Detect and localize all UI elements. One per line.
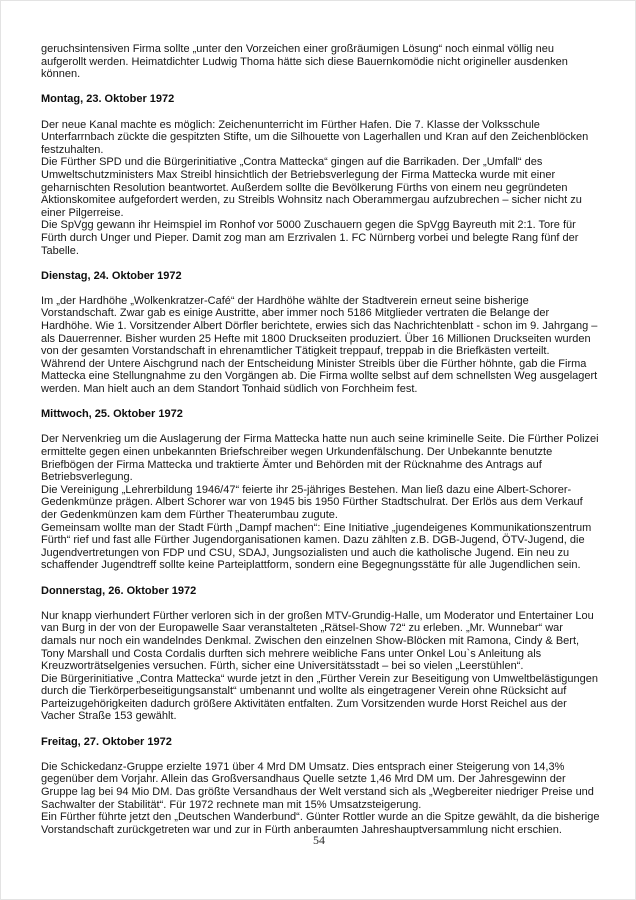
paragraph: Gemeinsam wollte man der Stadt Fürth „Dampf machen“: Eine Initiative „jugendeigenes Kommunikationszentrum Fürth“ rief und fast alle Fürther Jugendorganisationen kamen. Dazu zählten z.B. DGB-Jugend, ÖTV-Jugend, die Jugendvertretungen von FDP und CSU, SDAJ, Jungsozialisten und auch die katholische Jugend. Ein neu zu schaffender Jugendtreff sollte keine Parteiplattform, sondern eine Begegnungsstätte für alle Jugendlichen sein. — [41, 521, 592, 572]
section-heading: Mittwoch, 25. Oktober 1972 — [41, 408, 183, 421]
paragraph: Im „der Hardhöhe „Wolkenkratzer-Café“ der Hardhöhe wählte der Stadtverein erneut seine bisherige Vorstandschaft. Zwar gab es einige Austritte, aber immer noch 5186 Mitglieder vertraten die Belange der Hardhöhe. Wie 1. Vorsitzender Albert Dörfler berichtete, erwies sich das Nachrichtenblatt - schon im 9. Jahrgang – als Dauerrenner. Bisher wurden 25 Hefte mit 1800 Druckseiten produziert. Über 16 Millionen Druckseiten wurden von der gesamten Vorstandschaft in ehrenamtlicher Tätigkeit treppauf, treppab in die Briefkästen verteilt. — [41, 294, 598, 358]
section-heading: Donnerstag, 26. Oktober 1972 — [41, 584, 197, 597]
section-heading: Freitag, 27. Oktober 1972 — [41, 735, 172, 748]
section-heading: Montag, 23. Oktober 1972 — [41, 93, 175, 106]
paragraph: Nur knapp vierhundert Fürther verloren sich in der großen MTV-Grundig-Halle, um Moderator und Entertainer Lou van Burg in der von der Europawelle Saar veranstalteten „Rätsel-Show 72“ zu erleben. „Mr. Wunnebar“ war damals nur noch ein wandelndes Denkmal. Zwischen den einzelnen Show-Blöcken mit Ramona, Cindy & Bert, Tony Marshall und Costa Cordalis durften sich mehrere weibliche Fans unter Onkel Lou`s Anleitung als Kreuzworträtselgenies versuchen. Fürth, sicher eine Universitätsstadt – bei so vielen „Leerstühlen“. — [41, 609, 594, 673]
paragraph: Ein Fürther führte jetzt den „Deutschen Wanderbund“. Günter Rottler wurde an die Spitze gewählt, da die bisherige Vorstandschaft zurückgetreten war und zur in Fürth anberaumten Jahreshauptversammlung nicht erschien. — [41, 811, 600, 836]
paragraph: Der neue Kanal machte es möglich: Zeichenunterricht im Fürther Hafen. Die 7. Klasse der Volksschule Unterfarrnbach zückte die gespitzten Stifte, um die Silhouette von Lagerhallen und Kran auf den Zeichenblöcken festzuhalten. — [41, 118, 589, 156]
paragraph: Der Nervenkrieg um die Auslagerung der Firma Mattecka hatte nun auch seine kriminelle Seite. Die Fürther Polizei ermittelte gegen einen unbekannten Briefschreiber wegen Urkundenfälschung. Der Unbekannte benutzte Briefbögen der Firma Mattecka und traktierte Ämter und Behörden mit der Rücknahme des Antrags auf Betriebsverlegung. — [41, 433, 599, 484]
page-number: 54 — [313, 833, 325, 847]
paragraph: Die SpVgg gewann ihr Heimspiel im Ronhof vor 5000 Zuschauern gegen die SpVgg Bayreuth mit 2:1. Tore für Fürth durch Unger und Pieper. Damit zog man am Erzrivalen 1. FC Nürnberg vorbei und belegte Rang fünf der Tabelle. — [41, 219, 579, 257]
paragraph: Die Schickedanz-Gruppe erzielte 1971 über 4 Mrd DM Umsatz. Dies entsprach einer Steigerung von 14,3% gegenüber dem Vorjahr. Allein das Großversandhaus Quelle setzte 1,46 Mrd DM um. Der Jahresgewinn der Gruppe lag bei 94 Mio DM. Das größte Versandhaus der Welt verstand sich als „Wegbereiter niedriger Preise und Sachwalter der Stabilität“. Für 1972 rechnete man mit 15% Umsatzsteigerung. — [41, 760, 594, 811]
paragraph: Während der Untere Aischgrund nach der Entscheidung Minister Streibls über die Fürther höhnte, gab die Firma Mattecka eine Stellungnahme zu den Vorgängen ab. Die Firma wollte selbst auf dem schnellsten Weg ausgelagert werden. Man hielt auch an dem Standort Tonhaid südlich von Forchheim fest. — [41, 357, 598, 396]
section-heading: Dienstag, 24. Oktober 1972 — [41, 269, 182, 282]
document-body — [41, 43, 600, 836]
paragraph: Die Fürther SPD und die Bürgerinitiative „Contra Mattecka“ gingen auf die Barrikaden. Der „Umfall“ des Umweltschutzministers Max Streibl hinsichtlich der Betriebsverlegung der Firma Mattecka wurde mit einer geharnischten Resolution beantwortet. Außerdem sollte die Bevölkerung Fürths von einem neu gegründeten Aktionskomitee aufgefordert werden, zu Streibls Wohnsitz nach Oberammergau aufzubrechen – sicher nicht zu einer Pilgerreise. — [41, 156, 582, 219]
paragraph: Die Bürgerinitiative „Contra Mattecka“ wurde jetzt in den „Fürther Verein zur Beseitigung von Umweltbelästigungen durch die Tierkörperbeseitigungsanstalt“ umbenannt und wollte als eingetragener Verein ohne Rücksicht auf Parteizugehörigkeiten dadurch größere Aktivitäten entfalten. Zum Vorsitzenden wurde Horst Reichel aus der Vacher Straße 153 gewählt. — [41, 672, 598, 723]
paragraph: Die Vereinigung „Lehrerbildung 1946/47“ feierte ihr 25-jähriges Bestehen. Man ließ dazu eine Albert-Schorer-Gedenkmünze prägen. Albert Schorer war von 1945 bis 1950 Fürther Stadtschulrat. Der Erlös aus dem Verkauf der Gedenkmünzen kam dem Fürther Theaterumbau zugute. — [41, 483, 583, 521]
paragraph: geruchsintensiven Firma sollte „unter den Vorzeichen einer großräumigen Lösung“ noch einmal völlig neu aufgerollt werden. Heimatdichter Ludwig Thoma hätte sich diese Bauernkomödie nicht origineller ausdenken können. — [41, 43, 568, 81]
